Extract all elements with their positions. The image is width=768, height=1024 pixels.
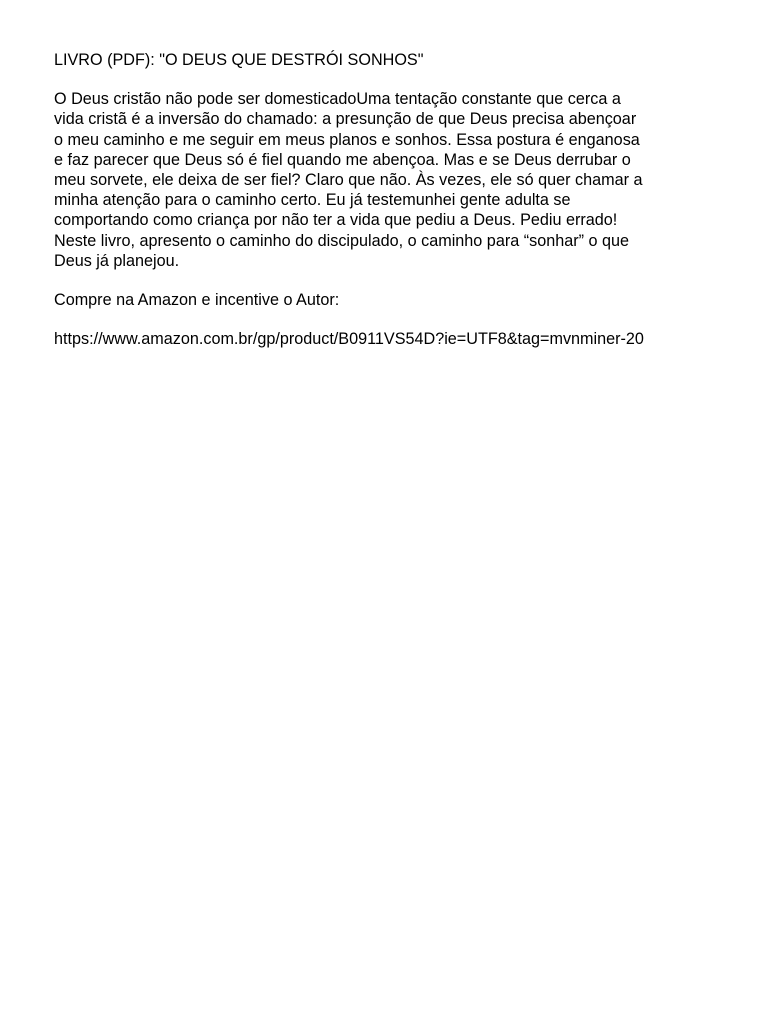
body-line: minha atenção para o caminho certo. Eu já testemunhei gente adulta se <box>54 191 571 210</box>
body-line: meu sorvete, ele deixa de ser fiel? Claro que não. Às vezes, ele só quer chamar a <box>54 171 643 190</box>
cta-text: Compre na Amazon e incentive o Autor: <box>54 291 340 310</box>
body-line: e faz parecer que Deus só é fiel quando me abençoa. Mas e se Deus derrubar o <box>54 150 631 169</box>
body-line: Deus já planejou. <box>54 251 180 270</box>
body-line: comportando como criança por não ter a vida que pediu a Deus. Pediu errado! <box>54 211 618 230</box>
document-title: LIVRO (PDF): "O DEUS QUE DESTRÓI SONHOS" <box>54 51 424 69</box>
amazon-link[interactable]: https://www.amazon.com.br/gp/product/B0911VS54D?ie=UTF8&tag=mvnminer-20 <box>54 330 644 349</box>
body-line: Neste livro, apresento o caminho do discipulado, o caminho para “sonhar” o que <box>54 231 629 250</box>
body-line: vida cristã é a inversão do chamado: a presunção de que Deus precisa abençoar <box>54 110 637 129</box>
body-line: O Deus cristão não pode ser domesticadoUma tentação constante que cerca a <box>54 90 621 109</box>
document-content <box>54 50 734 368</box>
body-line: o meu caminho e me seguir em meus planos e sonhos. Essa postura é enganosa <box>54 130 640 149</box>
body-paragraph <box>54 89 734 271</box>
